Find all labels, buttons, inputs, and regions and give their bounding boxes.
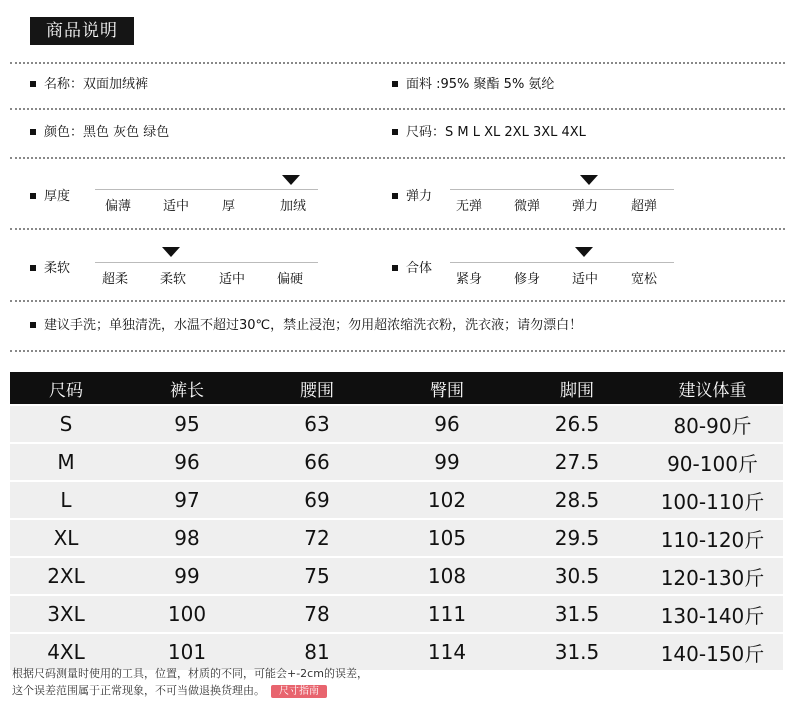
scale-option: 偏硬 (277, 272, 304, 287)
scale-option: 弹力 (572, 199, 599, 214)
scale-option: 适中 (163, 199, 190, 214)
care-instructions (30, 318, 582, 334)
table-cell: 28.5 (512, 482, 642, 518)
selected-marker-icon (580, 175, 598, 185)
spec-size-text: 尺码：S M L XL 2XL 3XL 4XL (406, 125, 586, 140)
scale-track (450, 262, 674, 263)
table-cell: 75 (252, 558, 382, 594)
column-header: 臀围 (382, 372, 512, 404)
table-cell: 98 (122, 520, 252, 556)
scale-track (95, 262, 318, 263)
column-header: 尺码 (10, 372, 122, 404)
table-cell: S (10, 406, 122, 442)
selected-marker-icon (282, 175, 300, 185)
table-cell: L (10, 482, 122, 518)
section-title: 商品说明 (30, 17, 134, 45)
size-guide-button[interactable]: 尺寸指南 (271, 685, 327, 698)
table-cell: 31.5 (512, 634, 642, 670)
table-cell: 105 (382, 520, 512, 556)
scale-track (450, 189, 674, 190)
table-cell: 114 (382, 634, 512, 670)
scale-option: 偏薄 (105, 199, 132, 214)
table-cell: 99 (122, 558, 252, 594)
scale-fit-label (392, 261, 432, 277)
table-row (10, 444, 783, 480)
divider (10, 350, 785, 352)
scale-option: 适中 (572, 272, 599, 287)
scale-option: 超柔 (102, 272, 129, 287)
bullet-icon (30, 193, 36, 199)
scale-label-text: 厚度 (44, 189, 71, 204)
column-header: 腰围 (252, 372, 382, 404)
scale-elasticity-label (392, 189, 432, 205)
bullet-icon (30, 81, 36, 87)
scale-thickness-label (30, 189, 70, 205)
table-cell: 80-90斤 (642, 406, 783, 442)
table-cell: 63 (252, 406, 382, 442)
column-header: 裤长 (122, 372, 252, 404)
table-cell: 102 (382, 482, 512, 518)
table-cell: 81 (252, 634, 382, 670)
table-cell: 31.5 (512, 596, 642, 632)
table-cell: 69 (252, 482, 382, 518)
spec-size (392, 125, 586, 141)
table-cell: 120-130斤 (642, 558, 783, 594)
bullet-icon (30, 322, 36, 328)
table-cell: 130-140斤 (642, 596, 783, 632)
table-cell: M (10, 444, 122, 480)
spec-fabric-text: 面料 :95% 聚酯 5% 氨纶 (406, 77, 555, 92)
scale-option: 无弹 (456, 199, 483, 214)
scale-softness-label (30, 261, 70, 277)
table-cell: 2XL (10, 558, 122, 594)
measurement-note-line2 (12, 682, 327, 699)
spec-color-text: 颜色：黑色 灰色 绿色 (44, 125, 170, 140)
scale-option: 柔软 (160, 272, 187, 287)
scale-option: 适中 (219, 272, 246, 287)
bullet-icon (30, 265, 36, 271)
scale-track (95, 189, 318, 190)
bullet-icon (392, 265, 398, 271)
measurement-note-line1: 根据尺码测量时使用的工具，位置，材质的不同，可能会+-2cm的误差， (12, 667, 368, 680)
scale-label-text: 弹力 (406, 189, 433, 204)
spec-name-text: 名称：双面加绒裤 (44, 77, 149, 92)
size-table (10, 370, 783, 672)
table-row (10, 406, 783, 442)
divider (10, 228, 785, 230)
table-cell: 111 (382, 596, 512, 632)
divider (10, 62, 785, 64)
table-cell: 3XL (10, 596, 122, 632)
table-cell: 27.5 (512, 444, 642, 480)
scale-option: 紧身 (456, 272, 483, 287)
table-cell: 110-120斤 (642, 520, 783, 556)
selected-marker-icon (162, 247, 180, 257)
spec-fabric (392, 77, 554, 93)
table-cell: 96 (382, 406, 512, 442)
bullet-icon (392, 81, 398, 87)
scale-option: 宽松 (631, 272, 658, 287)
measurement-note-text: 这个误差范围属于正常现象，不可当做退换货理由。 (12, 684, 265, 697)
table-row (10, 482, 783, 518)
divider (10, 300, 785, 302)
scale-option: 厚 (222, 199, 236, 214)
divider (10, 157, 785, 159)
table-cell: 26.5 (512, 406, 642, 442)
spec-name (30, 77, 148, 93)
column-header: 脚围 (512, 372, 642, 404)
bullet-icon (392, 129, 398, 135)
bullet-icon (392, 193, 398, 199)
table-row (10, 520, 783, 556)
table-row (10, 558, 783, 594)
scale-label-text: 合体 (406, 261, 433, 276)
table-cell: 97 (122, 482, 252, 518)
table-cell: 100-110斤 (642, 482, 783, 518)
column-header: 建议体重 (642, 372, 783, 404)
table-cell: 140-150斤 (642, 634, 783, 670)
table-cell: 72 (252, 520, 382, 556)
scale-option: 修身 (514, 272, 541, 287)
table-cell: 30.5 (512, 558, 642, 594)
table-cell: 100 (122, 596, 252, 632)
table-cell: XL (10, 520, 122, 556)
care-text: 建议手洗；单独清洗，水温不超过30℃，禁止浸泡；勿用超浓缩洗衣粉，洗衣液；请勿漂白！ (44, 318, 583, 333)
table-cell: 99 (382, 444, 512, 480)
table-cell: 101 (122, 634, 252, 670)
selected-marker-icon (575, 247, 593, 257)
spec-color (30, 125, 169, 141)
bullet-icon (30, 129, 36, 135)
table-row (10, 596, 783, 632)
table-cell: 4XL (10, 634, 122, 670)
table-cell: 29.5 (512, 520, 642, 556)
table-cell: 66 (252, 444, 382, 480)
divider (10, 108, 785, 110)
table-cell: 95 (122, 406, 252, 442)
scale-label-text: 柔软 (44, 261, 71, 276)
scale-option: 超弹 (631, 199, 658, 214)
table-cell: 96 (122, 444, 252, 480)
table-header-row (10, 372, 783, 404)
table-cell: 108 (382, 558, 512, 594)
table-cell: 90-100斤 (642, 444, 783, 480)
scale-option: 加绒 (280, 199, 307, 214)
table-cell: 78 (252, 596, 382, 632)
scale-option: 微弹 (514, 199, 541, 214)
